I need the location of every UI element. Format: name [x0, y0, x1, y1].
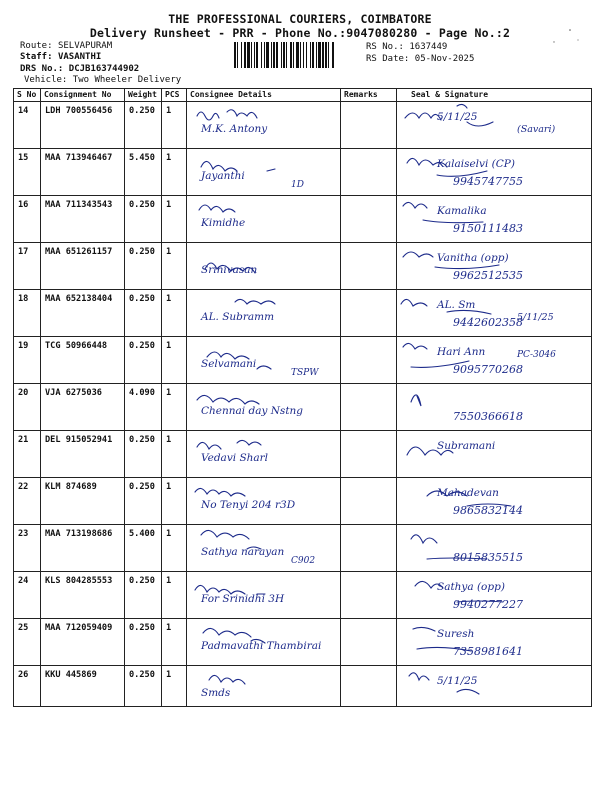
- staff-line: [20, 52, 101, 62]
- remarks-cell: [341, 478, 397, 525]
- consignment-cell: KLS 804285553: [41, 572, 125, 619]
- table-row: [14, 384, 592, 431]
- pcs-cell: 1: [162, 384, 187, 431]
- table-row: [14, 102, 592, 149]
- pcs-cell: 1: [162, 666, 187, 707]
- table-header-row: [14, 89, 592, 102]
- rs-date-label: RS Date:: [366, 54, 410, 64]
- weight-cell: 0.250: [125, 102, 162, 149]
- phone-number-text: 7550366618: [453, 410, 523, 423]
- pcs-cell: 1: [162, 478, 187, 525]
- drs-label: DRS No.:: [20, 64, 64, 74]
- seal-signature: [397, 102, 592, 144]
- pcs-cell: 1: [162, 431, 187, 478]
- consignee-signature: [187, 102, 341, 144]
- phone-number-text: 9940277227: [453, 598, 523, 611]
- route-value: SELVAPURAM: [57, 41, 113, 51]
- col-header-consignee: Consignee Details: [187, 89, 341, 102]
- consignment-cell: DEL 915052941: [41, 431, 125, 478]
- table-row: [14, 337, 592, 384]
- col-header-weight: Weight: [125, 89, 162, 102]
- col-header-consignment: Consignment No: [41, 89, 125, 102]
- pcs-cell: 1: [162, 619, 187, 666]
- consignee-signature-text: M.K. Antony: [201, 123, 268, 135]
- rs-no-label: RS No.:: [366, 42, 404, 52]
- seal-text: Subramani: [437, 440, 496, 452]
- sno-cell: 21: [14, 431, 41, 478]
- seal-signature-cell: [397, 666, 592, 707]
- phone-number-text: 9945747755: [453, 175, 523, 188]
- weight-cell: 0.250: [125, 619, 162, 666]
- consignee-signature-text: Sathya narayan: [201, 546, 285, 558]
- seal-text-secondary: 5/11/25: [517, 312, 554, 323]
- seal-signature: [397, 431, 592, 473]
- sno-cell: 20: [14, 384, 41, 431]
- seal-signature: [397, 243, 592, 285]
- consignee-signature: [187, 337, 341, 379]
- phone-number-text: 9095770268: [453, 363, 523, 376]
- route-line: [20, 41, 112, 51]
- seal-signature-cell: [397, 243, 592, 290]
- seal-signature-cell: [397, 619, 592, 666]
- seal-text: 5/11/25: [437, 111, 478, 123]
- consignment-cell: MAA 713946467: [41, 149, 125, 196]
- table-row: [14, 290, 592, 337]
- weight-cell: 0.250: [125, 666, 162, 707]
- weight-cell: 4.090: [125, 384, 162, 431]
- consignee-signature: [187, 243, 341, 285]
- pcs-cell: 1: [162, 102, 187, 149]
- rs-no-line: [366, 42, 447, 52]
- consignee-signature: [187, 525, 341, 567]
- remarks-cell: [341, 243, 397, 290]
- phone-number-text: 9150111483: [453, 222, 523, 235]
- table-row: [14, 431, 592, 478]
- weight-cell: 0.250: [125, 243, 162, 290]
- table-row: [14, 243, 592, 290]
- consignee-signature-text: AL. Subramm: [201, 311, 275, 323]
- seal-signature: [397, 149, 592, 191]
- consignment-cell: MAA 713198686: [41, 525, 125, 572]
- remarks-cell: [341, 384, 397, 431]
- consignment-cell: MAA 712059409: [41, 619, 125, 666]
- seal-signature-cell: [397, 478, 592, 525]
- seal-signature: [397, 337, 592, 379]
- pcs-cell: 1: [162, 243, 187, 290]
- consignee-signature-text: Smds: [201, 687, 231, 699]
- seal-text: AL. Sm: [437, 299, 476, 311]
- consignee-details-cell: [187, 243, 341, 290]
- drs-line: [20, 64, 139, 74]
- sno-cell: 17: [14, 243, 41, 290]
- rs-no-value: 1637449: [409, 42, 448, 52]
- seal-signature-cell: [397, 384, 592, 431]
- consignee-details-cell: [187, 337, 341, 384]
- pcs-cell: 1: [162, 525, 187, 572]
- remarks-cell: [341, 619, 397, 666]
- barcode-image: [234, 42, 360, 68]
- remarks-cell: [341, 196, 397, 243]
- consignee-details-cell: [187, 572, 341, 619]
- vehicle-line: [24, 75, 181, 85]
- consignee-details-cell: [187, 290, 341, 337]
- consignee-signature-text: Selvamani: [201, 358, 257, 370]
- phone-number-text: 9962512535: [453, 269, 523, 282]
- consignment-cell: MAA 652138404: [41, 290, 125, 337]
- pcs-cell: 1: [162, 290, 187, 337]
- seal-text: Suresh: [437, 628, 475, 640]
- sno-cell: 25: [14, 619, 41, 666]
- weight-cell: 0.250: [125, 478, 162, 525]
- consignee-extra-text: TSPW: [291, 368, 319, 378]
- seal-text: Mahadevan: [437, 487, 499, 499]
- table-row: [14, 478, 592, 525]
- consignee-extra-text: 1D: [291, 180, 304, 190]
- consignee-signature: [187, 290, 341, 332]
- table-row: [14, 666, 592, 707]
- seal-text: Kamalika: [437, 205, 487, 217]
- table-row: [14, 619, 592, 666]
- consignee-signature-text: Chennai day Nstng: [201, 405, 304, 417]
- sno-cell: 15: [14, 149, 41, 196]
- sno-cell: 18: [14, 290, 41, 337]
- consignment-cell: VJA 6275036: [41, 384, 125, 431]
- vehicle-label: Vehicle:: [24, 75, 68, 85]
- seal-signature: [397, 666, 592, 708]
- consignment-cell: MAA 711343543: [41, 196, 125, 243]
- table-row: [14, 572, 592, 619]
- consignee-details-cell: [187, 478, 341, 525]
- weight-cell: 0.250: [125, 290, 162, 337]
- seal-text: Vanitha (opp): [437, 252, 509, 264]
- table-body: [14, 102, 592, 707]
- vehicle-value: Two Wheeler Delivery: [72, 75, 182, 85]
- consignee-details-cell: [187, 102, 341, 149]
- remarks-cell: [341, 149, 397, 196]
- consignment-cell: TCG 50966448: [41, 337, 125, 384]
- consignee-signature: [187, 431, 341, 473]
- remarks-cell: [341, 102, 397, 149]
- sno-cell: 23: [14, 525, 41, 572]
- seal-signature: [397, 290, 592, 332]
- weight-cell: 5.400: [125, 525, 162, 572]
- sno-cell: 16: [14, 196, 41, 243]
- sno-cell: 24: [14, 572, 41, 619]
- table-row: [14, 196, 592, 243]
- consignee-details-cell: [187, 431, 341, 478]
- route-label: Route:: [20, 41, 53, 51]
- weight-cell: 0.250: [125, 572, 162, 619]
- consignment-cell: LDH 700556456: [41, 102, 125, 149]
- seal-signature-cell: [397, 290, 592, 337]
- pcs-cell: 1: [162, 337, 187, 384]
- pcs-cell: 1: [162, 572, 187, 619]
- seal-signature: [397, 619, 592, 661]
- consignee-details-cell: [187, 525, 341, 572]
- remarks-cell: [341, 666, 397, 707]
- pcs-cell: 1: [162, 149, 187, 196]
- remarks-cell: [341, 572, 397, 619]
- consignee-details-cell: [187, 619, 341, 666]
- delivery-table: [13, 88, 592, 707]
- seal-signature-cell: [397, 337, 592, 384]
- remarks-cell: [341, 525, 397, 572]
- phone-number-text: 9442602358: [453, 316, 523, 329]
- rs-date-value: 05-Nov-2025: [414, 54, 475, 64]
- staff-label: Staff:: [20, 52, 53, 62]
- col-header-pcs: PCS: [162, 89, 187, 102]
- consignee-signature-text: Padmavathi Thambirai: [201, 640, 322, 652]
- seal-signature: [397, 478, 592, 520]
- remarks-cell: [341, 290, 397, 337]
- seal-signature-cell: [397, 196, 592, 243]
- staff-value: VASANTHI: [57, 52, 102, 62]
- consignment-cell: KLM 874689: [41, 478, 125, 525]
- seal-signature-cell: [397, 149, 592, 196]
- consignee-details-cell: [187, 666, 341, 707]
- consignee-signature-text: No Tenyi 204 r3D: [201, 499, 296, 511]
- seal-text: Kalaiselvi (CP): [437, 158, 515, 170]
- remarks-cell: [341, 337, 397, 384]
- weight-cell: 0.250: [125, 431, 162, 478]
- weight-cell: 0.250: [125, 337, 162, 384]
- consignee-signature-text: Kimidhe: [201, 217, 246, 229]
- seal-signature-cell: [397, 102, 592, 149]
- col-header-remarks: Remarks: [341, 89, 397, 102]
- consignee-signature-text: For Srinidhi 3H: [201, 593, 285, 605]
- consignee-signature: [187, 196, 341, 238]
- weight-cell: 5.450: [125, 149, 162, 196]
- col-header-sno: S No: [14, 89, 41, 102]
- phone-number-text: 9865832144: [453, 504, 523, 517]
- seal-signature: [397, 196, 592, 238]
- consignee-signature: [187, 619, 341, 661]
- seal-signature: [397, 572, 592, 614]
- consignee-signature-text: Srinivasan: [201, 264, 258, 276]
- seal-signature: [397, 525, 592, 567]
- company-title: THE PROFESSIONAL COURIERS, COIMBATORE: [168, 12, 432, 26]
- sno-cell: 14: [14, 102, 41, 149]
- pcs-cell: 1: [162, 196, 187, 243]
- drs-value: DCJB163744902: [68, 64, 140, 74]
- seal-signature: [397, 384, 592, 426]
- consignment-cell: MAA 651261157: [41, 243, 125, 290]
- weight-cell: 0.250: [125, 196, 162, 243]
- consignee-details-cell: [187, 196, 341, 243]
- seal-text: 5/11/25: [437, 675, 478, 687]
- stray-marks: [548, 22, 588, 52]
- seal-signature-cell: [397, 525, 592, 572]
- consignee-extra-text: C902: [291, 556, 316, 566]
- consignee-signature-text: Vedavi Sharl: [201, 452, 269, 464]
- consignee-signature: [187, 384, 341, 426]
- phone-number-text: 7358981641: [453, 645, 523, 658]
- seal-signature-cell: [397, 572, 592, 619]
- col-header-seal-signature: Seal & Signature: [397, 89, 592, 102]
- consignee-signature-text: Jayanthi: [201, 170, 245, 182]
- seal-text: Hari Ann: [437, 346, 486, 358]
- consignee-signature: [187, 478, 341, 520]
- phone-number-text: 8015835515: [453, 551, 523, 564]
- seal-signature-cell: [397, 431, 592, 478]
- consignee-signature: [187, 666, 341, 708]
- remarks-cell: [341, 431, 397, 478]
- sno-cell: 19: [14, 337, 41, 384]
- consignee-signature: [187, 572, 341, 614]
- consignment-cell: KKU 445869: [41, 666, 125, 707]
- seal-text: Sathya (opp): [437, 581, 505, 593]
- rs-date-line: [366, 54, 474, 64]
- consignee-details-cell: [187, 384, 341, 431]
- consignee-details-cell: [187, 149, 341, 196]
- seal-text-secondary: (Savari): [517, 124, 556, 135]
- table-row: [14, 525, 592, 572]
- sno-cell: 22: [14, 478, 41, 525]
- consignee-signature: [187, 149, 341, 191]
- seal-extra-text: PC-3046: [517, 350, 556, 360]
- table-row: [14, 149, 592, 196]
- runsheet-subtitle: Delivery Runsheet - PRR - Phone No.:9047080280 - Page No.:2: [89, 26, 511, 40]
- sno-cell: 26: [14, 666, 41, 707]
